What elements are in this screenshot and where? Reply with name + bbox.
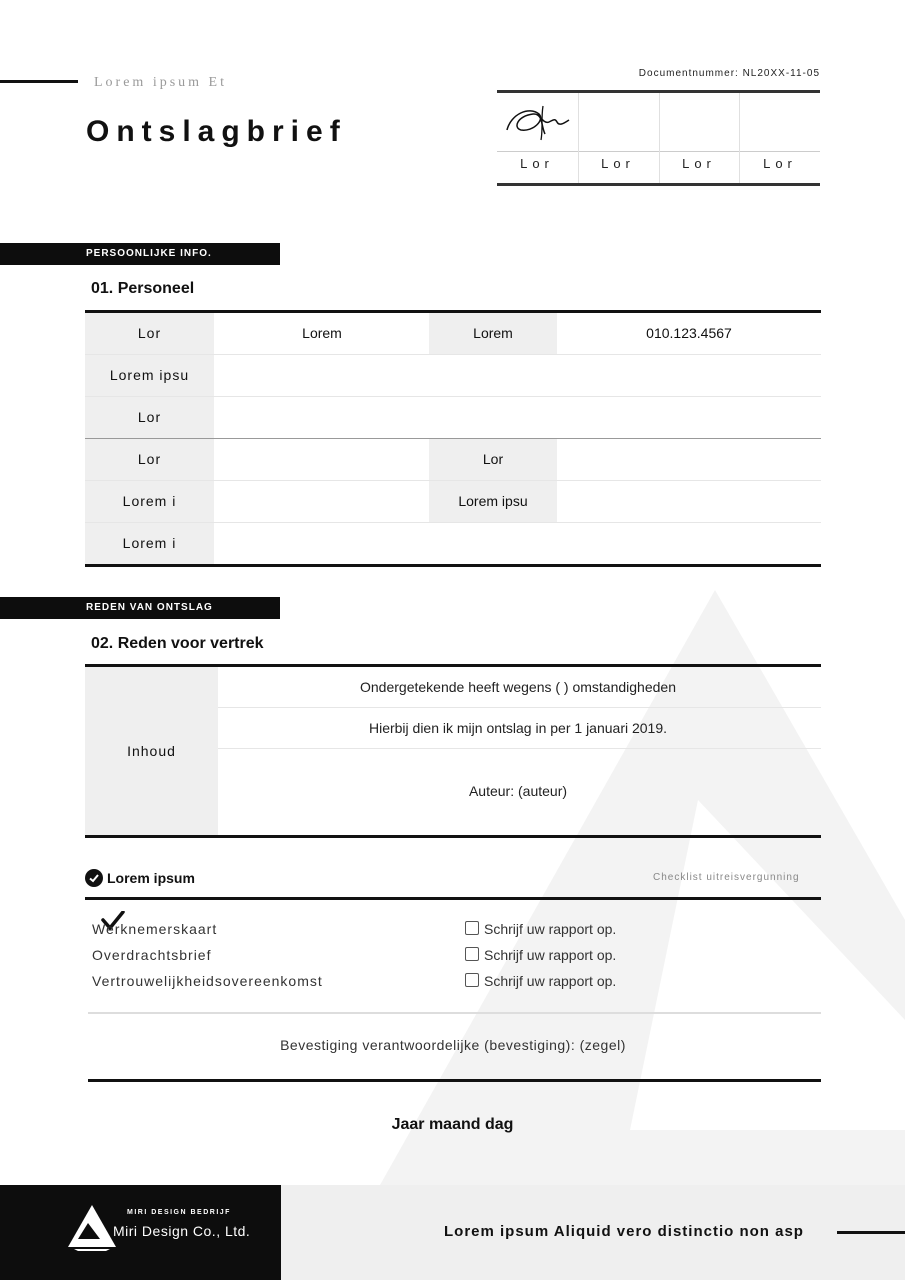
row-value[interactable] xyxy=(216,439,428,480)
section-tag-reason: REDEN VAN ONTSLAG xyxy=(0,597,280,619)
footer-tagline: Lorem ipsum Aliquid vero distinctio non asp xyxy=(444,1223,804,1240)
report-label: Schrijf uw rapport op. xyxy=(484,921,617,937)
checkbox-icon xyxy=(465,973,479,987)
row-value[interactable] xyxy=(216,397,821,438)
row-label: Lor xyxy=(85,439,214,480)
checklist-title: Lorem ipsum xyxy=(107,870,195,886)
report-label: Schrijf uw rapport op. xyxy=(484,947,617,963)
header-accent-line xyxy=(0,80,78,83)
row-value[interactable] xyxy=(216,523,821,564)
section-heading-reason: 02. Reden voor vertrek xyxy=(91,635,264,652)
signature-cell-label: Lor xyxy=(682,156,716,171)
table-row xyxy=(85,313,821,355)
phone-value[interactable]: 010.123.4567 xyxy=(646,325,732,341)
table-row xyxy=(85,397,821,439)
checklist-panel xyxy=(85,897,821,1083)
personnel-table xyxy=(85,310,821,567)
document-title: Ontslagbrief xyxy=(86,115,347,148)
signature-cell-label: Lor xyxy=(763,156,797,171)
row-value[interactable]: Lorem xyxy=(302,325,342,341)
reason-table xyxy=(85,664,821,838)
signature-box xyxy=(497,90,820,186)
company-caption: MIRI DESIGN BEDRIJF xyxy=(127,1209,231,1216)
checklist-item[interactable]: Overdrachtsbrief xyxy=(92,947,212,963)
row-label: Lorem xyxy=(429,313,557,354)
report-checkbox[interactable] xyxy=(465,921,616,937)
author-line[interactable]: Auteur: (auteur) xyxy=(468,783,568,799)
table-row xyxy=(85,523,821,565)
footer-accent-line xyxy=(837,1231,905,1234)
row-label: Lorem i xyxy=(85,481,214,522)
row-label: Lorem ipsu xyxy=(429,481,557,522)
row-value[interactable] xyxy=(216,481,428,522)
row-value[interactable] xyxy=(557,439,821,480)
reason-label: Inhoud xyxy=(85,667,218,835)
reason-line[interactable]: Ondergetekende heeft wegens ( ) omstandigheden xyxy=(360,679,676,695)
table-row xyxy=(85,355,821,397)
report-checkbox[interactable] xyxy=(465,973,616,989)
reason-line[interactable]: Hierbij dien ik mijn ontslag in per 1 januari 2019. xyxy=(368,720,668,736)
signature-cell-label: Lor xyxy=(520,156,554,171)
company-logo-icon xyxy=(66,1203,118,1253)
date-line[interactable]: Jaar maand dag xyxy=(391,1116,514,1133)
document-subtitle: Lorem ipsum Et xyxy=(94,75,227,90)
row-label: Lor xyxy=(429,439,557,480)
report-checkbox[interactable] xyxy=(465,947,616,963)
table-row xyxy=(85,439,821,481)
signature-cell-label: Lor xyxy=(601,156,635,171)
footer-tagline-panel xyxy=(281,1185,905,1280)
checkbox-icon xyxy=(465,921,479,935)
row-label: Lor xyxy=(85,397,214,438)
signature-image xyxy=(503,100,575,145)
section-tag-personal: PERSOONLIJKE INFO. xyxy=(0,243,280,265)
row-value[interactable] xyxy=(216,355,821,396)
row-label: Lorem ipsu xyxy=(85,355,214,396)
checklist-item[interactable]: Werknemerskaart xyxy=(92,921,218,937)
row-value[interactable] xyxy=(557,481,821,522)
report-label: Schrijf uw rapport op. xyxy=(484,973,617,989)
section-heading-personnel: 01. Personeel xyxy=(91,280,195,297)
checklist-caption: Checklist uitreisvergunning xyxy=(653,872,800,883)
checkbox-icon xyxy=(465,947,479,961)
checklist-item[interactable]: Vertrouwelijkheidsovereenkomst xyxy=(92,973,323,989)
document-number: Documentnummer: NL20XX-11-05 xyxy=(638,68,820,79)
confirmation-line[interactable]: Bevestiging verantwoordelijke (bevestiging): (zegel) xyxy=(280,1037,626,1053)
footer-brand-panel xyxy=(0,1185,281,1280)
check-circle-icon xyxy=(85,869,103,887)
table-row xyxy=(85,481,821,523)
row-label: Lorem i xyxy=(85,523,214,564)
row-label: Lor xyxy=(85,313,214,354)
company-name: Miri Design Co., Ltd. xyxy=(113,1223,251,1239)
